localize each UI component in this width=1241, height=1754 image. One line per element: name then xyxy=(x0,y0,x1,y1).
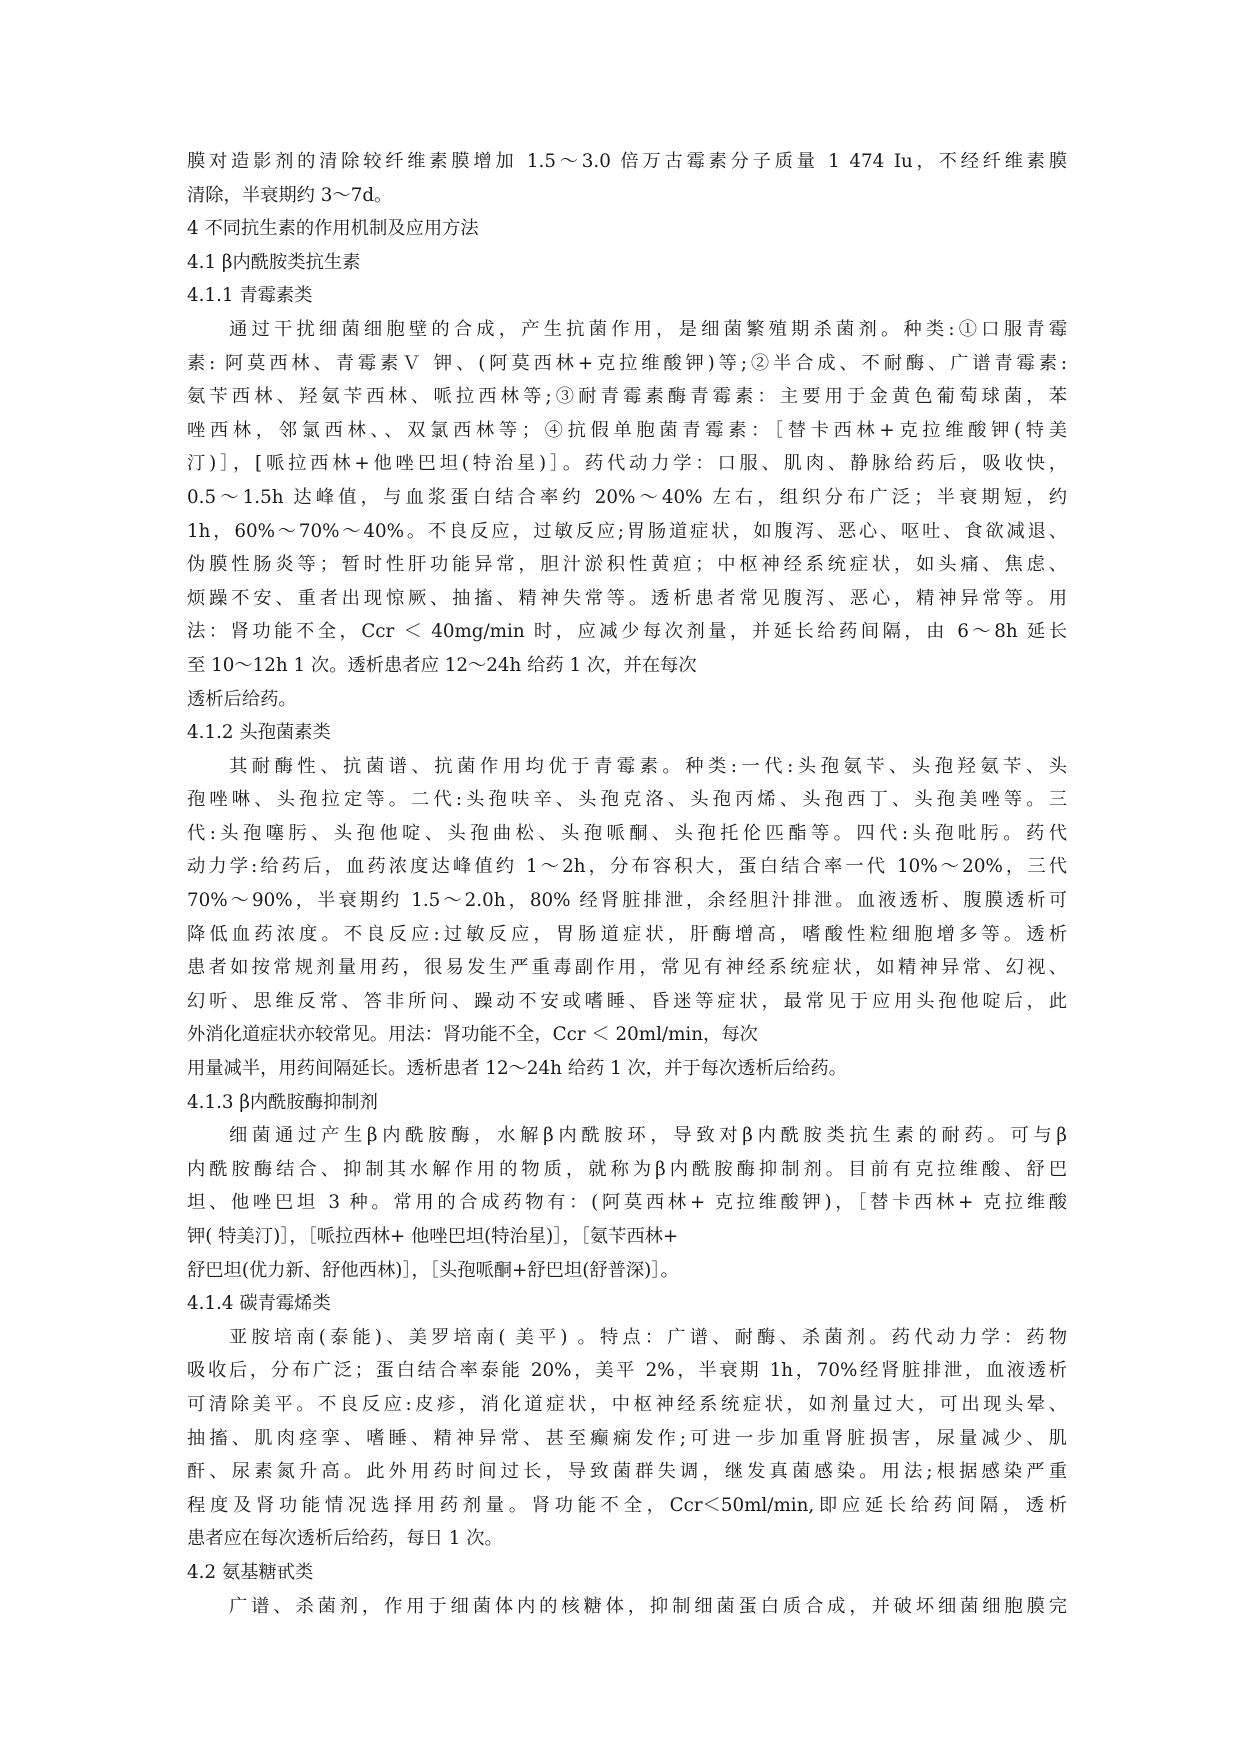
body-text-line: 幻听、思维反常、答非所问、躁动不安或嗜睡、昏迷等症状，最常见于应用头孢他啶后，此 xyxy=(187,990,1067,1012)
body-text-line: 至 10～12h 1 次。透析患者应 12～24h 给药 1 次，并在每次 xyxy=(187,654,697,676)
body-text-line: 动力学:给药后，血药浓度达峰值约 1～2h，分布容积大，蛋白结合率一代 10%～20%，三代 xyxy=(187,856,1067,878)
document-page xyxy=(187,145,1067,1623)
body-text-line: 烦躁不安、重者出现惊厥、抽搐、精神失常等。透析患者常见腹泻、恶心，精神异常等。用 xyxy=(187,587,1067,609)
subsubsection-heading: 4.1.2 头孢菌素类 xyxy=(187,722,331,744)
body-text-line: 患者应在每次透析后给药，每日 1 次。 xyxy=(187,1528,503,1550)
body-text-line: 坦、他唑巴坦 3 种。常用的合成药物有：(阿莫西林+ 克拉维酸钾)，［替卡西林+ 克拉维酸 xyxy=(187,1192,1067,1214)
body-text-line: 膜对造影剂的清除较纤维素膜增加 1.5～3.0 倍万古霉素分子质量 1 474 Iu，不经纤维素膜 xyxy=(187,151,1067,172)
body-text-line: 素: 阿莫西林、青霉素Ｖ 钾、(阿莫西林+克拉维酸钾)等;②半合成、不耐酶、广谱青霉素: xyxy=(187,352,1067,374)
body-text-line: 吸收后，分布广泛；蛋白结合率泰能 20%，美平 2%，半衰期 1h，70%经肾脏排泄，血液透析 xyxy=(187,1360,1067,1382)
body-text-line: 70%～90%，半衰期约 1.5～2.0h，80% 经肾脏排泄，余经胆汁排泄。血液透析、腹膜透析可 xyxy=(187,890,1067,912)
body-text-line: 唑西林，邻氯西林、、双氯西林等；④抗假单胞菌青霉素：［替卡西林+克拉维酸钾(特美 xyxy=(187,419,1067,441)
body-text-line: 代:头孢噻肟、头孢他啶、头孢曲松、头孢哌酮、头孢托伦匹酯等。四代:头孢吡肟。药代 xyxy=(187,822,1067,844)
body-text-line: 外消化道症状亦较常见。用法：肾功能不全，Ccr ＜ 20ml/min，每次 xyxy=(187,1024,758,1046)
body-text-line: 1h，60%～70%～40%。不良反应，过敏反应;胃肠道症状，如腹泻、恶心、呕吐、食欲减退、 xyxy=(187,520,1067,542)
paragraph-first-line: 其耐酶性、抗菌谱、抗菌作用均优于青霉素。种类:一代:头孢氨苄、头孢羟氨苄、头 xyxy=(229,755,1067,777)
body-text-line: 伪膜性肠炎等；暂时性肝功能异常，胆汁淤积性黄疸；中枢神经系统症状，如头痛、焦虑、 xyxy=(187,554,1067,576)
subsubsection-heading: 4.1.3 β内酰胺酶抑制剂 xyxy=(187,1091,378,1113)
subsubsection-heading: 4.1.4 碳青霉烯类 xyxy=(187,1293,331,1315)
paragraph-first-line: 亚胺培南(泰能)、美罗培南( 美平) 。特点：广谱、耐酶、杀菌剂。药代动力学：药物 xyxy=(229,1326,1067,1348)
body-text-line: 降低血药浓度。不良反应:过敏反应，胃肠道症状，肝酶增高，嗜酸性粒细胞增多等。透析 xyxy=(187,923,1067,945)
body-text-line: 可清除美平。不良反应:皮疹，消化道症状，中枢神经系统症状，如剂量过大，可出现头晕、 xyxy=(187,1393,1067,1415)
section-heading: 4 不同抗生素的作用机制及应用方法 xyxy=(187,218,479,240)
body-text-line: 程度及肾功能情况选择用药剂量。肾功能不全，Ccr＜50ml/min,即应延长给药间隔，透析 xyxy=(187,1494,1067,1516)
body-text-line: 患者如按常规剂量用药，很易发生严重毒副作用，常见有神经系统症状，如精神异常、幻视、 xyxy=(187,957,1067,979)
body-text-line: 舒巴坦(优力新、舒他西林)］，［头孢哌酮+舒巴坦(舒普深)］。 xyxy=(187,1259,679,1281)
body-text-line: 0.5～1.5h 达峰值，与血浆蛋白结合率约 20%～40% 左右，组织分布广泛；半衰期短，约 xyxy=(187,486,1067,508)
body-text-line: 用量减半，用药间隔延长。透析患者 12～24h 给药 1 次，并于每次透析后给药。 xyxy=(187,1058,847,1080)
body-text-line: 酐、尿素氮升高。此外用药时间过长，导致菌群失调，继发真菌感染。用法;根据感染严重 xyxy=(187,1461,1067,1483)
body-text-line: 透析后给药。 xyxy=(187,688,297,710)
subsection-heading: 4.1 β内酰胺类抗生素 xyxy=(187,251,361,273)
body-text-line: 清除，半衰期约 3～7d。 xyxy=(187,184,393,206)
body-text-line: 汀)］，[哌拉西林+他唑巴坦(特治星)］。药代动力学：口服、肌肉、静脉给药后，吸收快， xyxy=(187,453,1067,475)
body-text-line: 钾( 特美汀)］，［哌拉西林+ 他唑巴坦(特治星)］，［氨苄西林+ xyxy=(187,1226,679,1247)
body-text-line: 氨苄西林、羟氨苄西林、哌拉西林等;③耐青霉素酶青霉素：主要用于金黄色葡萄球菌，苯 xyxy=(187,386,1067,408)
paragraph-first-line: 细菌通过产生β内酰胺酶，水解β内酰胺环，导致对β内酰胺类抗生素的耐药。可与β xyxy=(229,1125,1067,1147)
body-text-line: 孢唑啉、头孢拉定等。二代:头孢呋辛、头孢克洛、头孢丙烯、头孢西丁、头孢美唑等。三 xyxy=(187,789,1067,811)
body-text-line: 内酰胺酶结合、抑制其水解作用的物质，就称为β内酰胺酶抑制剂。目前有克拉维酸、舒巴 xyxy=(187,1158,1067,1180)
body-text-line: 法：肾功能不全，Ccr ＜ 40mg/min 时，应减少每次剂量，并延长给药间隔，由 6～8h 延长 xyxy=(187,621,1067,643)
paragraph-first-line: 通过干扰细菌细胞壁的合成，产生抗菌作用，是细菌繁殖期杀菌剂。种类:①口服青霉 xyxy=(229,318,1067,340)
paragraph-first-line: 广谱、杀菌剂，作用于细菌体内的核糖体，抑制细菌蛋白质合成，并破坏细菌细胞膜完 xyxy=(229,1595,1067,1617)
body-text-line: 抽搐、肌肉痉挛、嗜睡、精神异常、甚至癫痫发作;可进一步加重肾脏损害，尿量减少、肌 xyxy=(187,1427,1067,1449)
subsubsection-heading: 4.1.1 青霉素类 xyxy=(187,285,313,307)
subsection-heading: 4.2 氨基糖甙类 xyxy=(187,1561,314,1583)
